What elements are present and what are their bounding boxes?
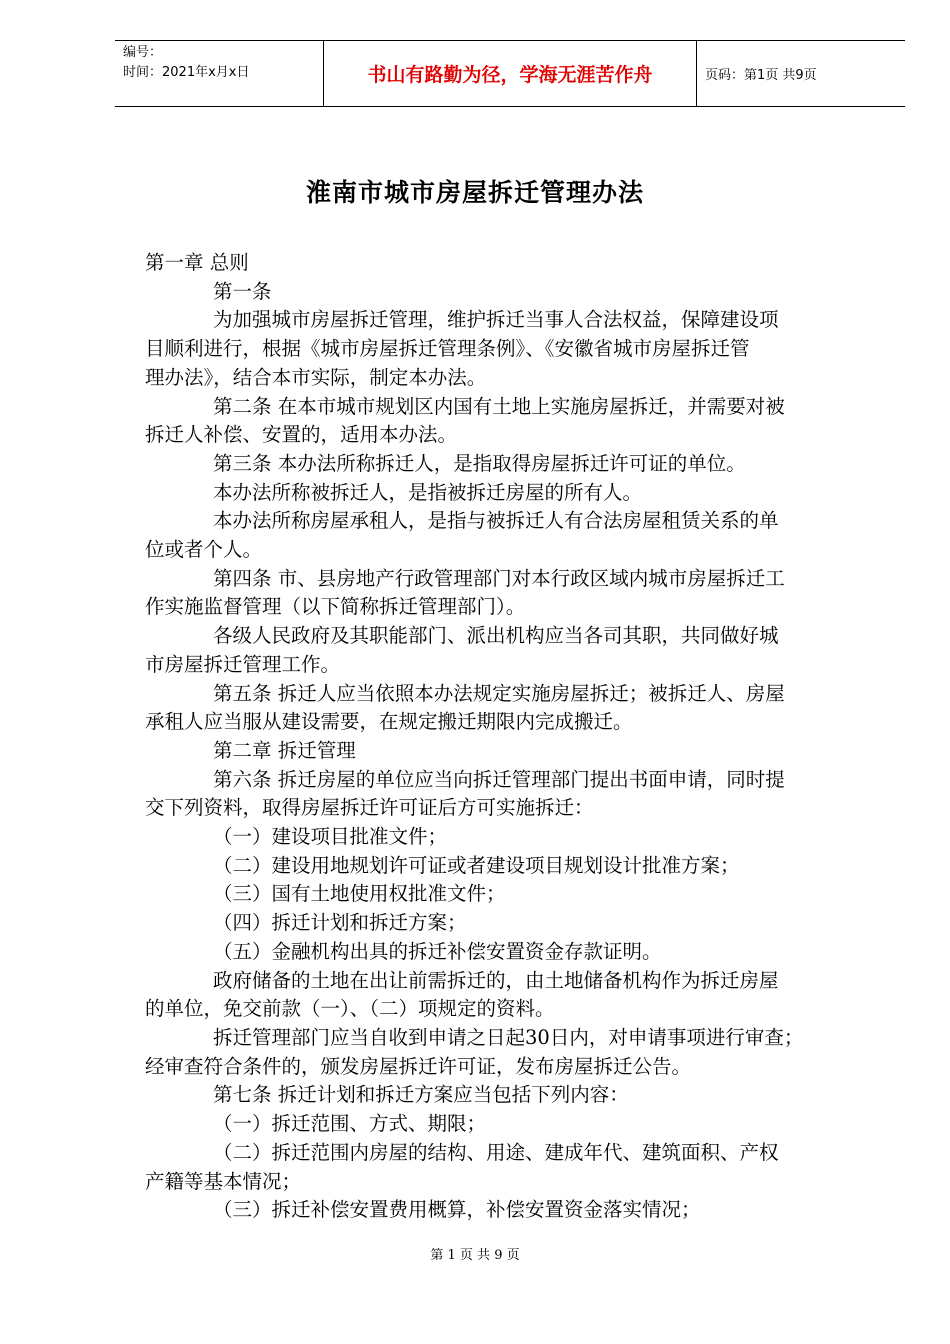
paragraph-line: 第二条 在本市城市规划区内国有土地上实施房屋拆迁，并需要对被: [213, 394, 785, 418]
paragraph-line: 为加强城市房屋拆迁管理，维护拆迁当事人合法权益，保障建设项: [213, 308, 779, 332]
list-item: （二）建设用地规划许可证或者建设项目规划设计批准方案；: [213, 853, 740, 877]
paragraph-line: 市房屋拆迁管理工作。: [145, 652, 341, 676]
list-item: （三）拆迁补偿安置费用概算，补偿安置资金落实情况；: [213, 1198, 701, 1222]
paragraph-line: 本办法所称被拆迁人，是指被拆迁房屋的所有人。: [213, 480, 643, 504]
time-label: 时间：2021年x月x日: [123, 65, 250, 80]
paragraph-line: 产籍等基本情况；: [145, 1169, 302, 1193]
paragraph-line: 第七条 拆迁计划和拆迁方案应当包括下列内容：: [213, 1083, 629, 1107]
serial-label: 编号：: [123, 45, 163, 60]
paragraph-line: 交下列资料，取得房屋拆迁许可证后方可实施拆迁：: [145, 796, 594, 820]
document-body: [145, 249, 880, 1225]
list-item: （二）拆迁范围内房屋的结构、用途、建成年代、建筑面积、产权: [213, 1140, 779, 1164]
paragraph-line: 承租人应当服从建设需要，在规定搬迁期限内完成搬迁。: [145, 710, 633, 734]
header-motto: 书山有路勤为径，学海无涯苦作舟: [324, 41, 697, 107]
article-heading: 第一条: [213, 279, 272, 303]
paragraph-line: 第三条 本办法所称拆迁人，是指取得房屋拆迁许可证的单位。: [213, 451, 746, 475]
list-item: （四）拆迁计划和拆迁方案；: [213, 911, 467, 935]
paragraph-line: 作实施监督管理（以下简称拆迁管理部门）。: [145, 595, 526, 619]
paragraph-line: 政府储备的土地在出让前需拆迁的，由土地储备机构作为拆迁房屋: [213, 968, 779, 992]
list-item: （一）建设项目批准文件；: [213, 825, 448, 849]
list-item: （五）金融机构出具的拆迁补偿安置资金存款证明。: [213, 939, 662, 963]
paragraph-line: 拆迁管理部门应当自收到申请之日起30日内，对申请事项进行审查；: [213, 1025, 804, 1049]
list-item: （三）国有土地使用权批准文件；: [213, 882, 506, 906]
header-page-info: 页码：第1页 共9页: [697, 41, 906, 107]
paragraph-line: 各级人民政府及其职能部门、派出机构应当各司其职，共同做好城: [213, 624, 779, 648]
chapter-heading: 第一章 总则: [145, 251, 249, 274]
document-title: 淮南市城市房屋拆迁管理办法: [305, 178, 644, 207]
chapter-heading: 第二章 拆迁管理: [213, 738, 356, 762]
paragraph-line: 本办法所称房屋承租人，是指与被拆迁人有合法房屋租赁关系的单: [213, 509, 779, 533]
paragraph-line: 第五条 拆迁人应当依照本办法规定实施房屋拆迁；被拆迁人、房屋: [213, 681, 785, 705]
page-footer: 第 1 页 共 9 页: [430, 1248, 520, 1263]
paragraph-line: 的单位，免交前款（一）、（二）项规定的资料。: [145, 997, 555, 1021]
header-meta: [115, 41, 324, 107]
document-header: [115, 40, 905, 107]
paragraph-line: 第六条 拆迁房屋的单位应当向拆迁管理部门提出书面申请，同时提: [213, 767, 785, 791]
paragraph-line: 拆迁人补偿、安置的，适用本办法。: [145, 423, 458, 447]
paragraph-line: 经审查符合条件的，颁发房屋拆迁许可证，发布房屋拆迁公告。: [145, 1054, 692, 1078]
paragraph-line: 目顺利进行，根据《城市房屋拆迁管理条例》、《安徽省城市房屋拆迁管: [145, 337, 750, 361]
paragraph-line: 第四条 市、县房地产行政管理部门对本行政区域内城市房屋拆迁工: [213, 566, 785, 590]
paragraph-line: 位或者个人。: [145, 538, 263, 562]
paragraph-line: 理办法》，结合本市实际，制定本办法。: [145, 365, 487, 389]
list-item: （一）拆迁范围、方式、期限；: [213, 1112, 487, 1136]
